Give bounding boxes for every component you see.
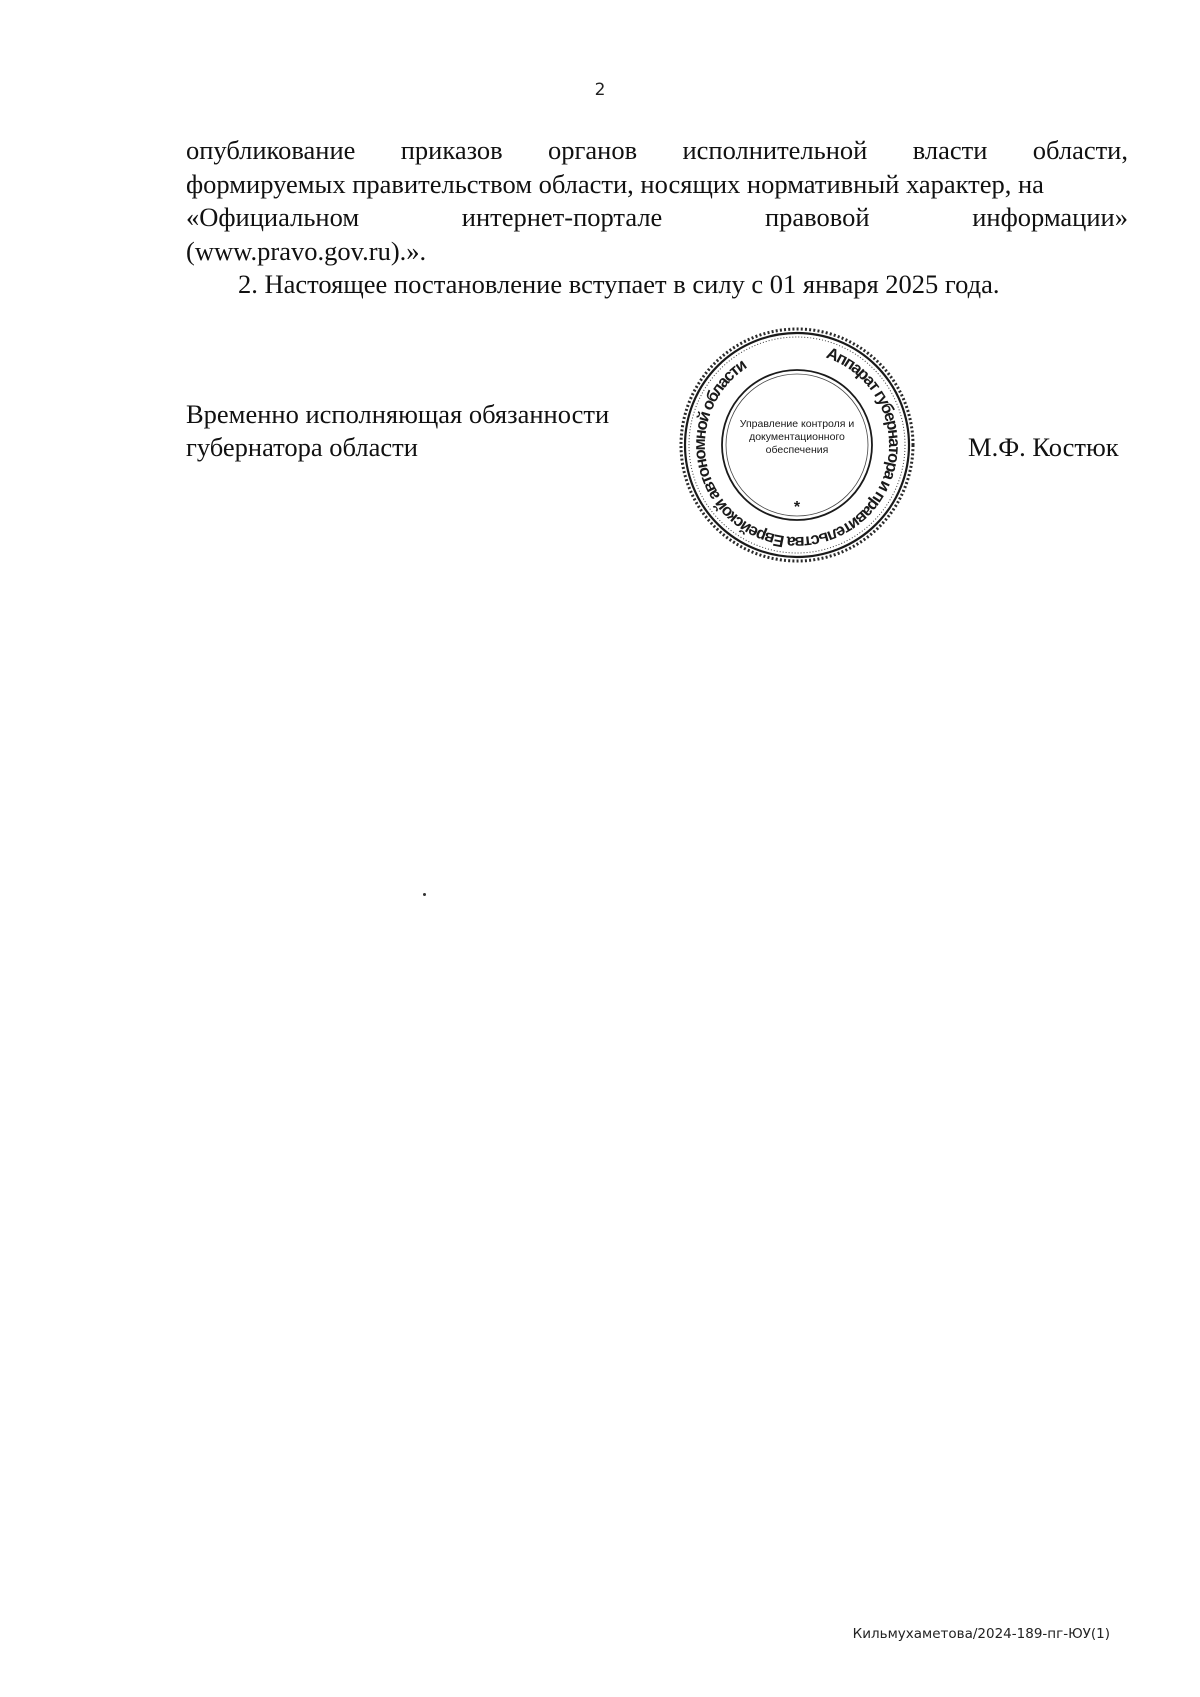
document-code: Кильмухаметова/2024-189-пг-ЮУ(1): [852, 1626, 1110, 1642]
official-seal: [677, 325, 917, 565]
paragraph-2: 2. Настоящее постановление вступает в силу с 01 января 2025 года.: [238, 269, 1000, 299]
word: исполнительной: [682, 135, 868, 165]
word: правовой: [764, 202, 870, 232]
seal-center-line-2: документационного: [749, 431, 845, 443]
word: приказов: [400, 135, 503, 165]
seal-star-icon: *: [793, 499, 801, 516]
word: опубликование: [186, 135, 356, 165]
page-number: 2: [594, 80, 606, 100]
seal-center-line-3: обеспечения: [765, 444, 829, 456]
seal-center-line-1: Управление контроля и: [739, 418, 855, 430]
word: интернет-портале: [461, 202, 663, 232]
signatory-title-line-2: губернатора области: [186, 432, 418, 462]
paragraph-1-line-1: [186, 134, 1128, 168]
word: области,: [1032, 135, 1128, 165]
word: «Официальном: [186, 202, 360, 232]
stray-mark: [423, 893, 426, 896]
paragraph-1-line-4: (www.pravo.gov.ru).».: [186, 235, 427, 266]
paragraph-1-line-2: формируемых правительством области, носящих нормативный характер, на: [186, 168, 1044, 199]
paragraph-1-line-3: [186, 201, 1128, 235]
word: органов: [548, 135, 638, 165]
seal-ring-textpath: Аппарат губернатора и правительства Еврейской автономной области: [690, 344, 904, 552]
signatory-title-line-1: Временно исполняющая обязанности: [186, 399, 610, 429]
signatory-title: [186, 398, 609, 464]
word: информации»: [972, 202, 1128, 232]
seal-center-text: [727, 418, 867, 457]
signatory-name: М.Ф. Костюк: [968, 432, 1119, 462]
document-body: [186, 134, 1128, 302]
word: власти: [912, 135, 988, 165]
